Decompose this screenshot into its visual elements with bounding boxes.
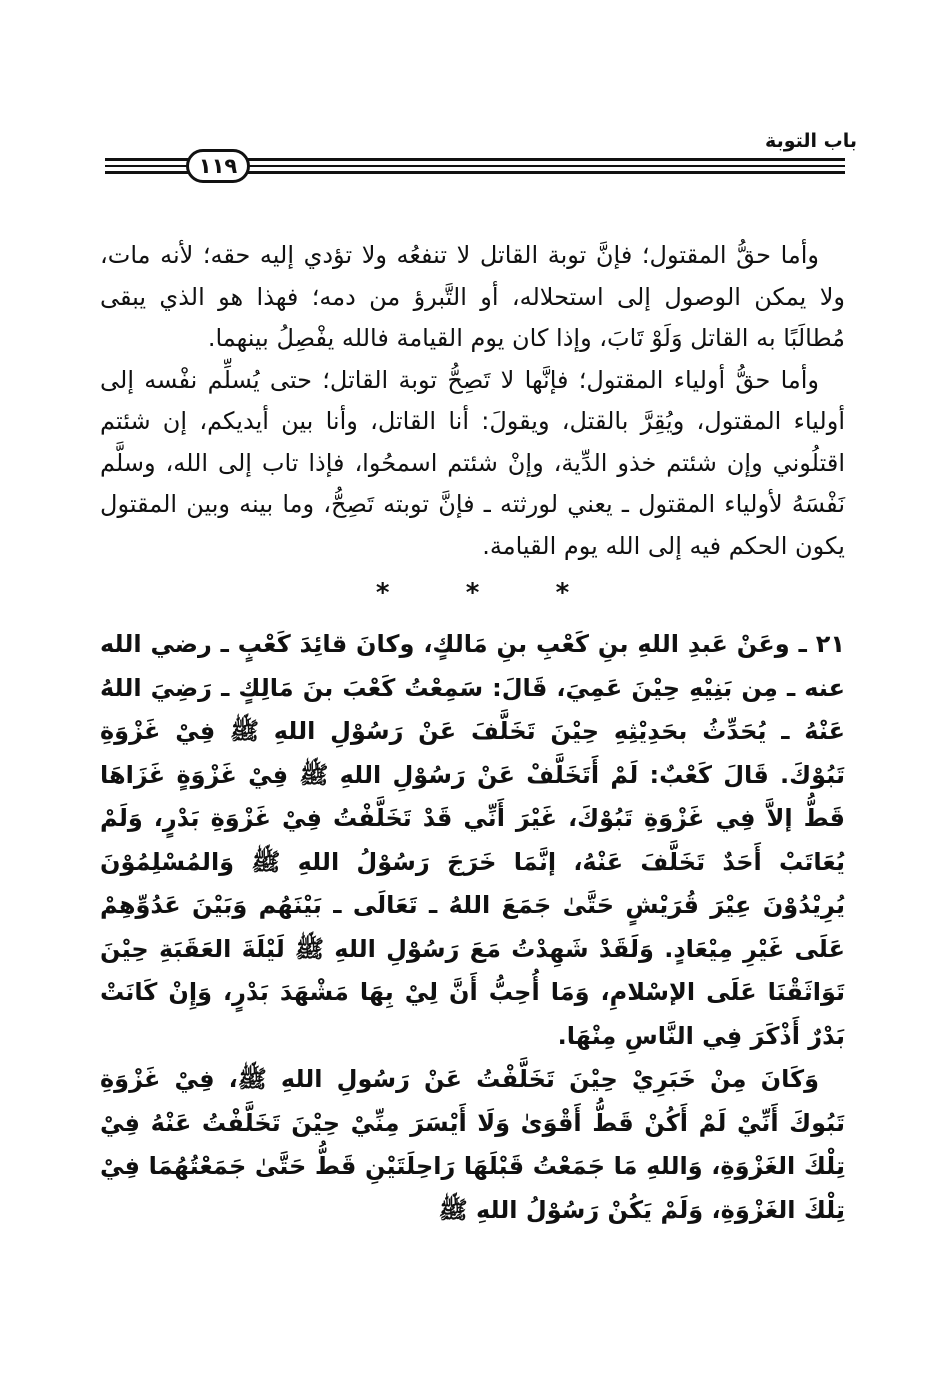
running-head-title: باب التوبة bbox=[765, 130, 857, 152]
separator-star: * bbox=[375, 578, 390, 608]
section-separator bbox=[100, 567, 845, 623]
paragraph-victim-right: وأما حقُّ المقتول؛ فإنَّ توبة القاتل لا تنفعُه ولا تؤدي إليه حقه؛ لأنه مات، ولا يمكن الوصول إلى استحلاله، أو التَّبرؤ من دمه؛ فهذا هو الذي يبقى مُطالَبًا به القاتل وَلَوْ تَابَ، وإذا كان يوم القيامة فالله يفْصِلُ بينهما. bbox=[100, 241, 845, 352]
separator-star: * bbox=[555, 578, 570, 608]
paragraph-guardians-right: وأما حقُّ أولياء المقتول؛ فإنَّها لا تَصِحُّ توبة القاتل؛ حتى يُسلِّم نفْسه إلى أولياء المقتول، ويُقِرَّ بالقتل، ويقولَ: أنا القاتل، وأنا بين أيديكم، إن شئتم اقتلُوني وإن شئتم خذو الدِّية، وإنْ شئتم اسمحُوا، فإذا تاب إلى الله، وسلَّم نَفْسَهُ لأولياء المقتول ـ يعني لورثته ـ فإنَّ توبته تَصِحُّ، وما بينه وبين المقتول يكون الحكم فيه إلى الله يوم القيامة. bbox=[100, 365, 845, 560]
hadith-paragraph-continued: وَكَانَ مِنْ خَبَرِيْ حِيْنَ تَخَلَّفْتُ عَنْ رَسُولِ اللهِ ﷺ، فِيْ غَزْوَةِ تَبُوكَ أَنِّيْ لَمْ أَكُنْ قَطُّ أَقْوَىٰ وَلَا أَيْسَرَ مِنِّيْ حِيْنَ تَخَلَّفْتُ عَنْهُ فِيْ تِلْكَ الغَزْوَةِ، وَاللهِ مَا جَمَعْتُ قَبْلَهَا رَاحِلَتَيْنِ قَطُّ حَتَّىٰ جَمَعْتُهُمَا فِيْ تِلْكَ الغَزْوَةِ، وَلَمْ يَكُنْ رَسُوْلُ اللهِ ﷺ bbox=[100, 1065, 845, 1224]
hadith-paragraph: ٢١ ـ وعَنْ عَبدِ اللهِ بنِ كَعْبِ بنِ مَالكٍ، وكانَ قائِدَ كَعْبٍ ـ رضي الله عنه ـ مِن بَنِيْهِ حِيْنَ عَمِيَ، قَالَ: سَمِعْتُ كَعْبَ بنَ مَالِكٍ ـ رَضِيَ اللهُ عَنْهُ ـ يُحَدِّثُ بحَدِيْثِهِ حِيْنَ تَخَلَّفَ عَنْ رَسُوْلِ اللهِ ﷺ فِيْ غَزْوَةِ تَبُوْكَ. قَالَ كَعْبٌ: لَمْ أَتَخَلَّفْ عَنْ رَسُوْلِ اللهِ ﷺ فِيْ غَزْوَةٍ غَزَاهَا قَطُّ إلاَّ فِي غَزْوَةِ تَبُوْكَ، غَيْرَ أَنِّي قَدْ تَخَلَّفْتُ فِيْ غَزْوَةِ بَدْرٍ، وَلَمْ يُعَاتَبْ أَحَدٌ تَخَلَّفَ عَنْهُ، إنَّمَا خَرَجَ رَسُوْلُ اللهِ ﷺ وَالمُسْلِمُوْنَ يُرِيْدُوْنَ عِيْرَ قُرَيْشٍ حَتَّىٰ جَمَعَ اللهُ ـ تَعَالَى ـ بَيْنَهُم وَبَيْنَ عَدُوِّهِمْ عَلَى غَيْرِ مِيْعَادٍ. وَلَقَدْ شَهِدْتُ مَعَ رَسُوْلِ اللهِ ﷺ لَيْلَةَ العَقَبَةِ حِيْنَ تَوَاثَقْنَا عَلَى الإسْلامِ، وَمَا أُحِبُّ أَنَّ لِيْ بِهَا مَشْهَدَ بَدْرٍ، وَإِنْ كَانَتْ بَدْرٌ أَذْكَرَ فِي النَّاسِ مِنْهَا. bbox=[100, 630, 845, 1050]
separator-star: * bbox=[465, 578, 480, 608]
main-text bbox=[100, 235, 845, 1232]
page-number: ١١٩ bbox=[186, 149, 250, 183]
